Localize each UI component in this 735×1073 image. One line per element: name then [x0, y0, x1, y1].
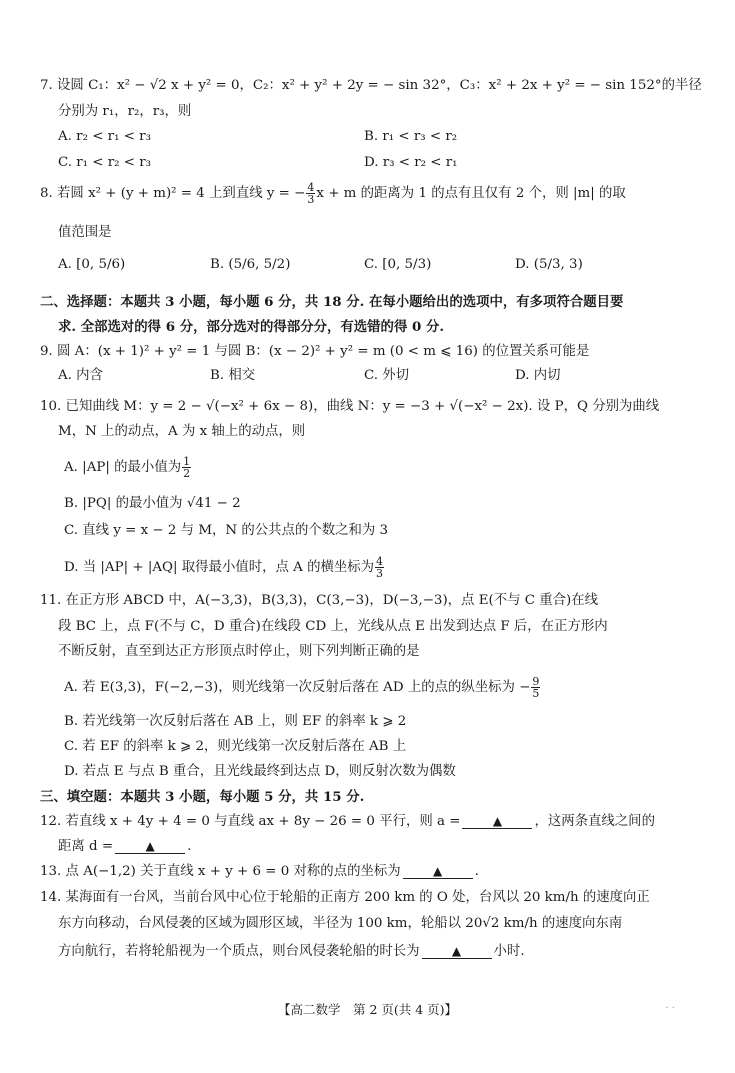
q13-answer-blank[interactable]: ▲ — [403, 864, 473, 879]
q11-line2: 段 BC 上，点 F(不与 C，D 重合)在线段 CD 上，光线从点 E 出发到达点 F 后，在正方形内 — [58, 619, 608, 634]
q13-line1-part-a: 13. 点 A(−1,2) 关于直线 x + y + 6 = 0 对称的点的坐标为 — [40, 864, 401, 879]
q14-line3-part-b: 小时. — [493, 944, 525, 959]
q7-option-a: A. r₂ < r₁ < r₃ — [58, 129, 151, 144]
q12-line1-part-b: ，这两条直线之间的 — [534, 814, 655, 829]
q11-a-frac-den: 5 — [532, 687, 540, 700]
q12-line1 — [40, 813, 655, 831]
q10-option-a-text: A. |AP| 的最小值为 — [64, 460, 182, 475]
section2-heading-line2: 求. 全部选对的得 6 分，部分选对的得部分分，有选错的得 0 分. — [58, 319, 445, 335]
q10-option-a-fraction — [182, 456, 191, 479]
q7-option-b: B. r₁ < r₃ < r₂ — [364, 129, 458, 144]
q10-option-d-text: D. 当 |AP| + |AQ| 取得最小值时，点 A 的横坐标为 — [64, 560, 375, 575]
q9-line1: 9. 圆 A：(x + 1)² + y² = 1 与圆 B：(x − 2)² + y² = m (0 < m ⩽ 16) 的位置关系可能是 — [40, 344, 590, 359]
q9-option-d: D. 内切 — [515, 368, 561, 383]
q10-a-frac-num: 1 — [183, 455, 191, 468]
q11-option-c: C. 若 EF 的斜率 k ⩾ 2，则光线第一次反射后落在 AB 上 — [64, 739, 407, 754]
q8-option-a: A. [0, 5/6) — [58, 257, 126, 272]
q9-option-a: A. 内含 — [58, 368, 103, 383]
q11-option-a-fraction — [531, 676, 540, 699]
section2-heading-line1: 二、选择题：本题共 3 小题，每小题 6 分，共 18 分. 在每小题给出的选项中，有多项符合题目要 — [40, 294, 624, 310]
q7-line2: 分别为 r₁，r₂，r₃，则 — [58, 104, 192, 119]
q10-d-frac-num: 4 — [376, 555, 384, 568]
q11-option-a — [64, 676, 541, 699]
q14-line3 — [58, 943, 525, 961]
q8-option-d: D. (5/3, 3) — [515, 257, 583, 272]
q8-option-c: C. [0, 5/3) — [364, 257, 432, 272]
q10-line1: 10. 已知曲线 M：y = 2 − √(−x² + 6x − 8)，曲线 N：y = −3 + √(−x² − 2x). 设 P，Q 分别为曲线 — [40, 399, 660, 414]
page-footer: 【高二数学 第 2 页(共 4 页)】 — [277, 1002, 458, 1017]
q12-answer-blank-d[interactable]: ▲ — [115, 839, 185, 854]
q8-line1-part-a: 8. 若圆 x² + (y + m)² = 4 上到直线 y = − — [40, 186, 306, 201]
q10-option-a — [64, 456, 192, 479]
q12-line2 — [58, 838, 191, 856]
q8-frac-num: 4 — [307, 181, 315, 194]
q13-line1 — [40, 863, 479, 881]
q8-fraction — [306, 182, 315, 205]
q8-option-b: B. (5/6, 5/2) — [210, 257, 291, 272]
q11-line1: 11. 在正方形 ABCD 中，A(−3,3)，B(3,3)，C(3,−3)，D(−3,−3)，点 E(不与 C 重合)在线 — [40, 593, 599, 608]
q11-a-frac-num: 9 — [532, 675, 540, 688]
q9-option-b: B. 相交 — [210, 368, 256, 383]
q10-option-c: C. 直线 y = x − 2 与 M，N 的公共点的个数之和为 3 — [64, 523, 389, 538]
q14-line2: 东方向移动，台风侵袭的区域为圆形区域，半径为 100 km，轮船以 20√2 km/h 的速度向东南 — [58, 916, 623, 931]
q11-option-b: B. 若光线第一次反射后落在 AB 上，则 EF 的斜率 k ⩾ 2 — [64, 714, 407, 729]
q12-answer-blank-a[interactable]: ▲ — [462, 814, 532, 829]
corner-dots: · · — [665, 1003, 675, 1014]
q8-frac-den: 3 — [307, 193, 315, 206]
q13-line1-part-b: . — [474, 864, 479, 879]
q14-line3-part-a: 方向航行，若将轮船视为一个质点，则台风侵袭轮船的时长为 — [58, 944, 420, 959]
q14-line1: 14. 某海面有一台风，当前台风中心位于轮船的正南方 200 km 的 O 处，台风以 20 km/h 的速度向正 — [40, 890, 650, 905]
q8-line1 — [40, 182, 626, 205]
q7-line1: 7. 设圆 C₁：x² − √2 x + y² = 0，C₂：x² + y² + 2y = − sin 32°，C₃：x² + 2x + y² = − sin 152°的半径 — [40, 78, 702, 93]
q12-line2-part-a: 距离 d = — [58, 839, 114, 854]
q10-a-frac-den: 2 — [183, 467, 191, 480]
q11-line3: 不断反射，直至到达正方形顶点时停止，则下列判断正确的是 — [58, 644, 420, 659]
section3-heading: 三、填空题：本题共 3 小题，每小题 5 分，共 15 分. — [40, 789, 365, 805]
q7-option-d: D. r₃ < r₂ < r₁ — [364, 155, 458, 170]
q10-line2: M，N 上的动点，A 为 x 轴上的动点，则 — [58, 424, 306, 439]
q14-answer-blank[interactable]: ▲ — [422, 944, 492, 959]
q11-option-a-text: A. 若 E(3,3)，F(−2,−3)，则光线第一次反射后落在 AD 上的点的纵坐标为 − — [64, 680, 531, 695]
q11-option-d: D. 若点 E 与点 B 重合，且光线最终到达点 D，则反射次数为偶数 — [64, 764, 456, 779]
q10-option-d-fraction — [375, 556, 384, 579]
q8-line1-part-b: x + m 的距离为 1 的点有且仅有 2 个，则 |m| 的取 — [316, 186, 626, 201]
q12-line2-part-b: . — [187, 839, 192, 854]
q9-option-c: C. 外切 — [364, 368, 410, 383]
q8-line2: 值范围是 — [58, 225, 112, 240]
q12-line1-part-a: 12. 若直线 x + 4y + 4 = 0 与直线 ax + 8y − 26 = 0 平行，则 a = — [40, 814, 461, 829]
q10-d-frac-den: 3 — [376, 567, 384, 580]
q10-option-b: B. |PQ| 的最小值为 √41 − 2 — [64, 496, 241, 511]
q7-option-c: C. r₁ < r₂ < r₃ — [58, 155, 152, 170]
q10-option-d — [64, 556, 385, 579]
